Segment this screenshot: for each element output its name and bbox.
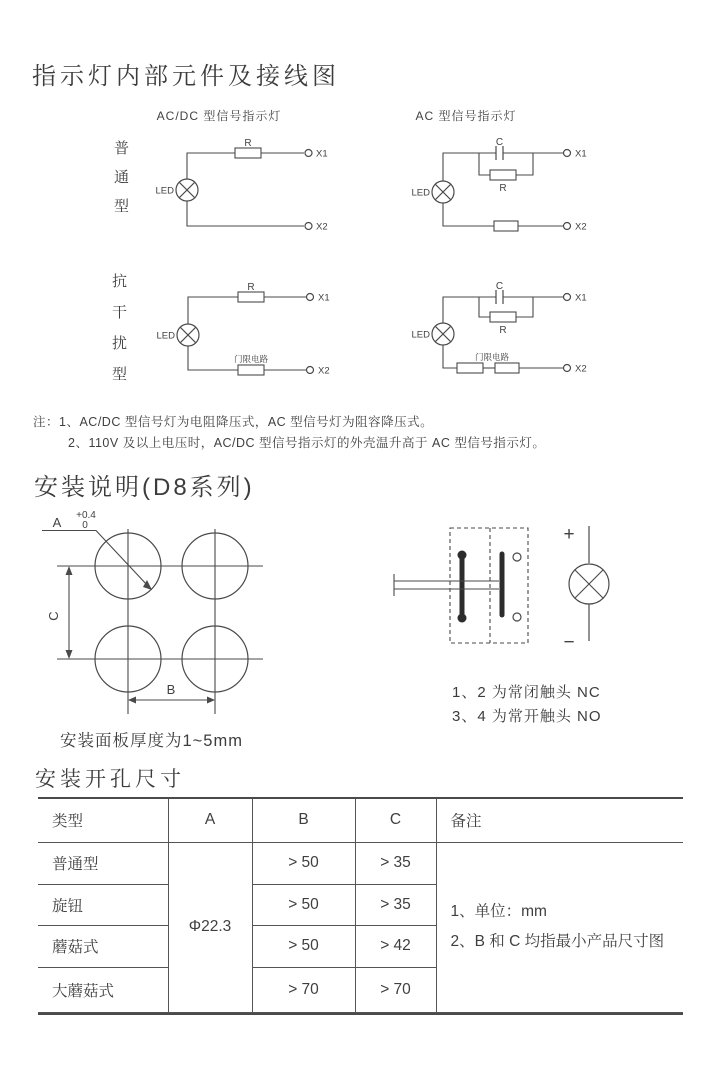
cell-remark-merged xyxy=(436,842,683,1012)
resistor-symbol xyxy=(494,221,518,231)
lamp-symbol xyxy=(176,179,198,201)
terminal-x1-label: X1 xyxy=(575,292,587,304)
header-b: B xyxy=(252,799,355,842)
header-c: C xyxy=(355,799,436,842)
header-a: A xyxy=(168,799,252,842)
threshold-circuit-label: 门限电路 xyxy=(233,354,269,364)
cell-b: > 70 xyxy=(252,967,355,1012)
row-label-normal-type: 普通型 xyxy=(113,140,129,215)
circuit-acdc-normal xyxy=(150,135,330,240)
resistor-symbol xyxy=(235,148,261,158)
actuator-plunger xyxy=(394,574,499,596)
circuit-ac-normal xyxy=(405,135,590,240)
minus-sign: − xyxy=(563,632,575,653)
circuit-ac-anti xyxy=(405,280,590,385)
center-lines-horizontal xyxy=(57,566,263,659)
cell-type: 蘑菇式 xyxy=(38,925,168,967)
cell-type: 普通型 xyxy=(38,842,168,884)
section-title-install: 安装说明(D8系列) xyxy=(34,474,255,501)
contact-note-no: 3、4 为常开触头 NO xyxy=(452,708,602,725)
plus-sign: + xyxy=(563,524,575,545)
terminal-x1 xyxy=(564,294,571,301)
resistor-label: R xyxy=(244,138,252,149)
cutout-dimensions-table xyxy=(38,799,683,1013)
nc-contact-bar xyxy=(458,551,467,623)
terminal-x2-label: X2 xyxy=(318,365,330,377)
terminal-x2 xyxy=(307,367,314,374)
remark-line-1: 1、单位：mm xyxy=(450,903,547,920)
resistor-symbol xyxy=(238,292,264,302)
cell-type: 大蘑菇式 xyxy=(38,967,168,1012)
resistor-label: R xyxy=(247,282,255,293)
table-row xyxy=(38,842,683,884)
capacitor-symbol xyxy=(479,146,533,160)
led-label: LED xyxy=(156,330,175,342)
cutout-table-wrapper xyxy=(38,797,683,1015)
contact-block-diagram xyxy=(385,505,665,655)
led-label: LED xyxy=(155,185,174,197)
cell-c: > 70 xyxy=(355,967,436,1012)
terminal-x2 xyxy=(564,223,571,230)
terminal-x1 xyxy=(305,150,312,157)
terminal-x2 xyxy=(564,365,571,372)
table-header-row xyxy=(38,799,683,842)
dimension-a-label: A xyxy=(52,515,62,530)
tolerance-upper: +0.4 xyxy=(76,510,96,521)
terminal-x2-label: X2 xyxy=(316,221,328,233)
terminal-x2-label: X2 xyxy=(575,363,587,375)
led-label: LED xyxy=(411,329,430,341)
threshold-circuit-box xyxy=(495,363,519,373)
threshold-circuit-label: 门限电路 xyxy=(474,352,510,362)
capacitor-label: C xyxy=(495,281,504,292)
row-label-anti-interference-type: 抗干扰型 xyxy=(111,273,127,383)
threshold-circuit-box xyxy=(457,363,483,373)
dimension-c-label: C xyxy=(46,611,61,621)
terminal-x1 xyxy=(307,294,314,301)
resistor-symbol xyxy=(490,312,516,322)
terminal-x1 xyxy=(564,150,571,157)
cell-a-merged: Φ22.3 xyxy=(168,842,252,1012)
led-label: LED xyxy=(411,187,430,199)
column-header-ac: AC 型信号指示灯 xyxy=(415,109,517,123)
terminal-x1-label: X1 xyxy=(318,292,330,304)
section-title-cutout: 安装开孔尺寸 xyxy=(35,768,185,791)
header-remark: 备注 xyxy=(436,799,683,842)
threshold-circuit-box xyxy=(238,365,264,375)
cell-b: > 50 xyxy=(252,925,355,967)
header-type: 类型 xyxy=(38,799,168,842)
note-line-1: 注：1、AC/DC 型信号灯为电阻降压式，AC 型信号灯为阻容降压式。 xyxy=(33,415,434,429)
cell-c: > 42 xyxy=(355,925,436,967)
contact-note-nc: 1、2 为常闭触头 NC xyxy=(452,684,601,701)
lamp-symbol xyxy=(432,181,454,203)
tolerance-lower: 0 xyxy=(82,520,88,531)
resistor-label: R xyxy=(499,325,507,336)
resistor-label: R xyxy=(499,183,507,194)
dimension-b-label: B xyxy=(166,682,176,697)
terminal-x1-label: X1 xyxy=(575,148,587,160)
lamp-symbol xyxy=(432,323,454,345)
lamp-circuit xyxy=(563,524,609,653)
lamp-symbol xyxy=(177,324,199,346)
note-line-2: 2、110V 及以上电压时，AC/DC 型信号指示灯的外壳温升高于 AC 型信号指示灯。 xyxy=(68,436,546,450)
capacitor-label: C xyxy=(495,137,504,148)
diameter-leader-line xyxy=(42,531,148,587)
section-title-wiring: 指示灯内部元件及接线图 xyxy=(32,63,340,90)
contact-terminal xyxy=(513,553,521,561)
column-header-acdc: AC/DC 型信号指示灯 xyxy=(156,109,282,123)
terminal-x2-label: X2 xyxy=(575,221,587,233)
remark-line-2: 2、B 和 C 均指最小产品尺寸图 xyxy=(450,933,665,950)
mounting-hole-drawing xyxy=(30,505,310,720)
terminal-x1-label: X1 xyxy=(316,148,328,160)
circuit-acdc-anti xyxy=(150,280,330,385)
capacitor-symbol xyxy=(479,290,533,304)
cell-c: > 35 xyxy=(355,842,436,884)
cell-c: > 35 xyxy=(355,884,436,925)
resistor-symbol xyxy=(490,170,516,180)
contact-terminal xyxy=(513,613,521,621)
terminal-x2 xyxy=(305,223,312,230)
cell-b: > 50 xyxy=(252,884,355,925)
cell-type: 旋钮 xyxy=(38,884,168,925)
panel-thickness-note: 安装面板厚度为1~5mm xyxy=(60,732,243,750)
cell-b: > 50 xyxy=(252,842,355,884)
